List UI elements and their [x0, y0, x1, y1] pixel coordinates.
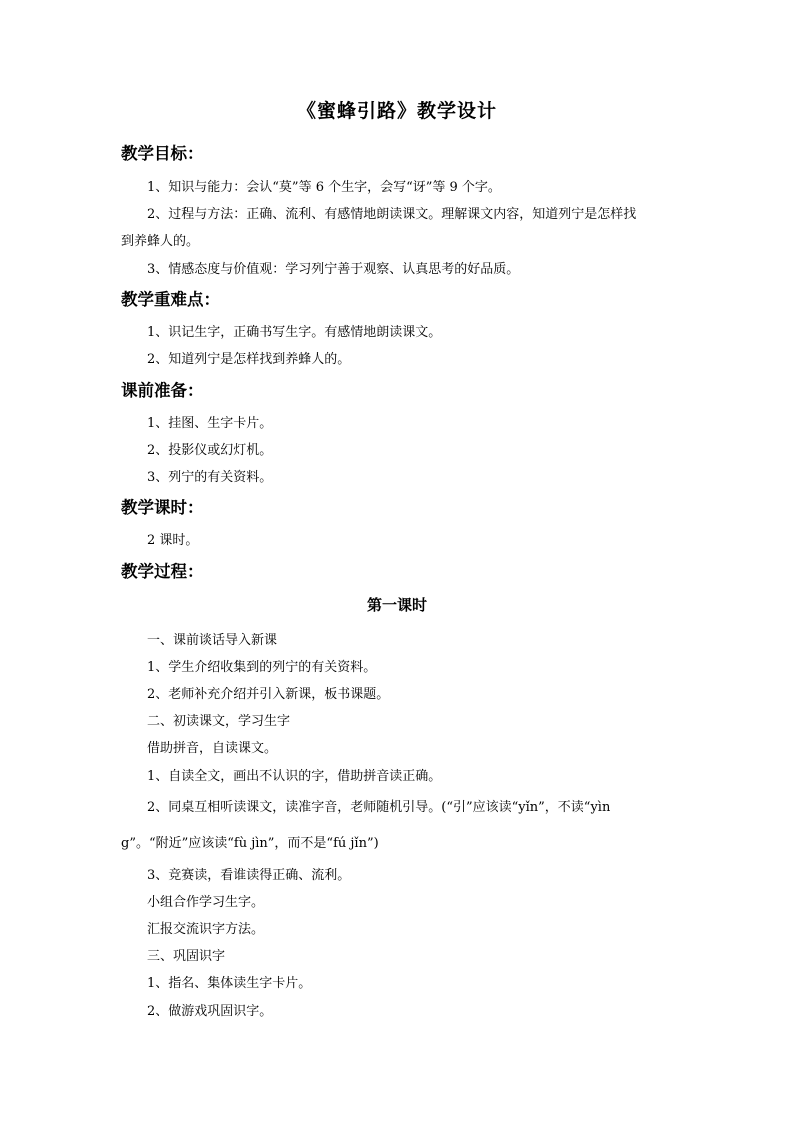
process-item: 1、自读全文，画出不认识的字，借助拼音读正确。	[147, 769, 442, 784]
process-item: 一、课前谈话导入新课	[147, 633, 278, 648]
key-point-item: 1、识记生字，正确书写生字。有感情地朗读课文。	[147, 325, 442, 340]
process-item: 汇报交流识字方法。	[147, 922, 265, 937]
section-heading-key-points: 教学重难点：	[121, 290, 220, 309]
objective-item: 3、情感态度与价值观：学习列宁善于观察、认真思考的好品质。	[147, 262, 520, 277]
section-heading-preparation: 课前准备：	[121, 381, 204, 400]
hours-item: 2 课时。	[147, 533, 199, 548]
process-item: 3、竞赛读，看谁读得正确、流利。	[147, 868, 351, 883]
preparation-item: 3、列宁的有关资料。	[147, 470, 273, 485]
process-item: 借助拼音，自读课文。	[147, 741, 278, 756]
section-heading-process: 教学过程：	[121, 562, 204, 581]
document-title: 《蜜蜂引路》教学设计	[296, 100, 497, 122]
process-item: 三、巩固识字	[147, 949, 226, 964]
process-item: 1、指名、集体读生字卡片。	[147, 976, 312, 991]
key-point-item: 2、知道列宁是怎样找到养蜂人的。	[147, 352, 351, 367]
process-item: 小组合作学习生字。	[147, 895, 265, 910]
preparation-item: 2、投影仪或幻灯机。	[147, 443, 273, 458]
process-item: 2、做游戏巩固识字。	[147, 1004, 273, 1019]
process-item: 2、老师补充介绍并引入新课，板书课题。	[147, 687, 390, 702]
process-item-continuation: g”。“附近”应该读“fù jìn”，而不是“fú jǐn”)	[121, 836, 379, 851]
process-item: 二、初读课文，学习生字	[147, 714, 291, 729]
process-item: 1、学生介绍收集到的列宁的有关资料。	[147, 660, 377, 675]
objective-item: 2、过程与方法：正确、流利、有感情地朗读课文。理解课文内容，知道列宁是怎样找	[147, 207, 637, 222]
section-heading-objectives: 教学目标：	[121, 144, 204, 163]
preparation-item: 1、挂图、生字卡片。	[147, 416, 273, 431]
process-item: 2、同桌互相听读课文，读准字音，老师随机引导。(“引”应该读“yǐn”，不读“yìn	[147, 800, 611, 815]
lesson-title: 第一课时	[366, 596, 427, 614]
section-heading-hours: 教学课时：	[121, 498, 204, 517]
objective-item: 1、知识与能力：会认“莫”等 6 个生字，会写“讶”等 9 个字。	[147, 180, 501, 195]
objective-item-continuation: 到养蜂人的。	[121, 234, 200, 249]
